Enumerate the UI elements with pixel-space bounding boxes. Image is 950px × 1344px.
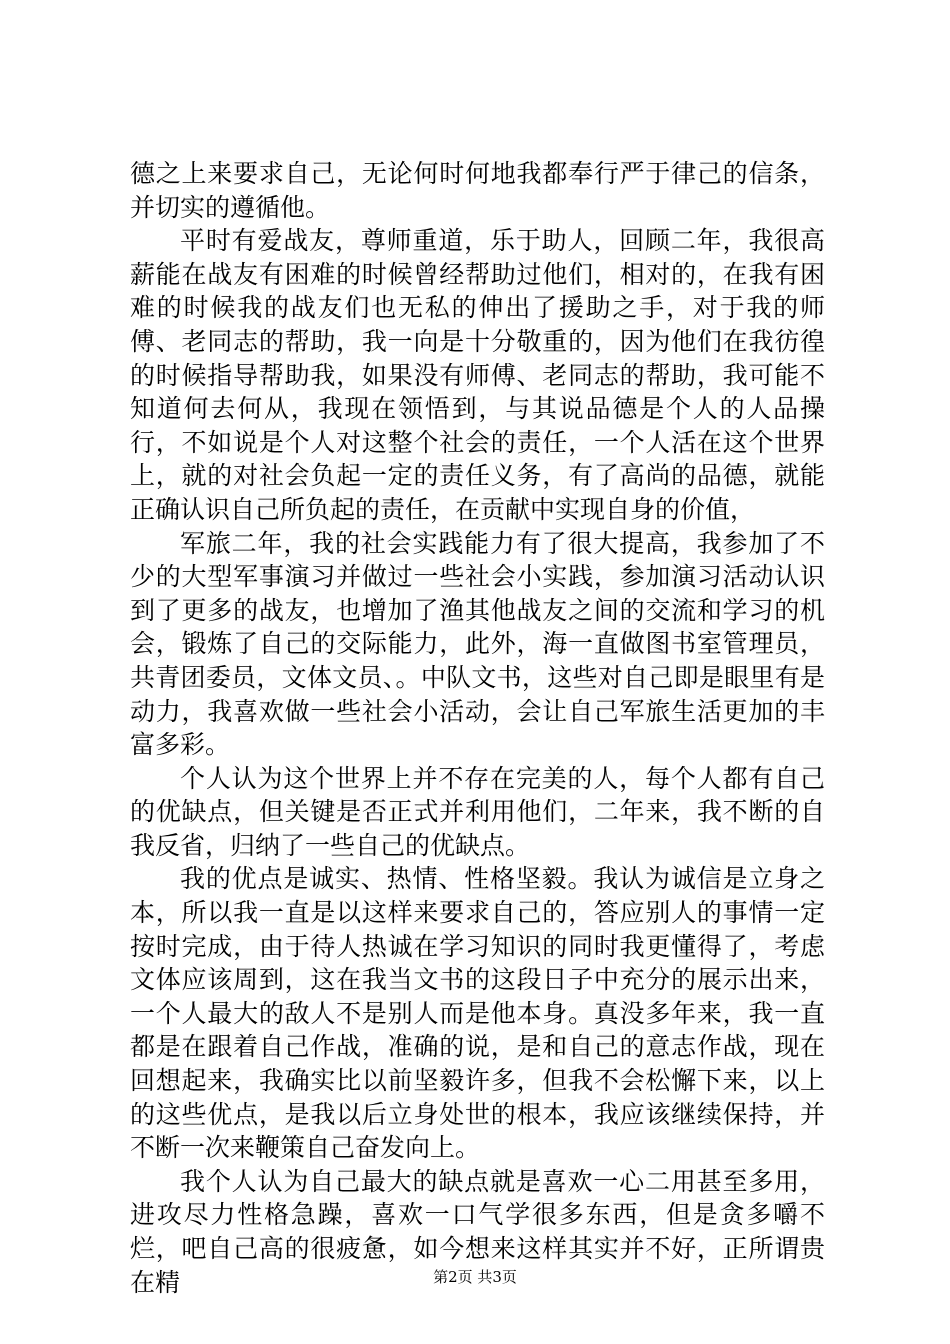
paragraph-6: 我个人认为自己最大的缺点就是喜欢一心二用甚至多用，进攻尽力性格急躁，喜欢一口气学很多东西，但是贪多嚼不烂，吧自己高的很疲惫，如今想来这样其实并不好，正所谓贵在精 (130, 1166, 825, 1297)
page-footer: 第2页 共3页 (433, 1268, 517, 1286)
paragraph-2: 平时有爱战友，尊师重道，乐于助人，回顾二年，我很高薪能在战友有困难的时候曾经帮助过他们，相对的，在我有困难的时候我的战友们也无私的伸出了援助之手，对于我的师傅、老同志的帮助，我一向是十分敬重的，因为他们在我彷徨的时候指导帮助我，如果没有师傅、老同志的帮助，我可能不知道何去何从，我现在领悟到，与其说品德是个人的人品操行，不如说是个人对这整个社会的责任，一个人活在这个世界上，就的对社会负起一定的责任义务，有了高尚的品德，就能正确认识自己所负起的责任，在贡献中实现自身的价值， (130, 226, 825, 524)
paragraph-4: 个人认为这个世界上并不存在完美的人，每个人都有自己的优缺点，但关键是否正式并利用他们，二年来，我不断的自我反省，归纳了一些自己的优缺点。 (130, 763, 825, 860)
document-body (130, 157, 825, 1299)
paragraph-3: 军旅二年，我的社会实践能力有了很大提高，我参加了不少的大型军事演习并做过一些社会小实践，参加演习活动认识到了更多的战友，也增加了渔其他战友之间的交流和学习的机会，锻炼了自己的交际能力，此外，海一直做图书室管理员，共青团委员，文体文员、。中队文书，这些对自己即是眼里有是动力，我喜欢做一些社会小活动，会让自己军旅生活更加的丰富多彩。 (130, 528, 825, 760)
paragraph-1: 德之上来要求自己，无论何时何地我都奉行严于律己的信条，并切实的遵循他。 (130, 159, 825, 222)
paragraph-5: 我的优点是诚实、热情、性格坚毅。我认为诚信是立身之本，所以我一直是以这样来要求自己的，答应别人的事情一定按时完成，由于待人热诚在学习知识的同时我更懂得了，考虑文体应该周到，这在我当文书的这段日子中充分的展示出来，一个人最大的敌人不是别人而是他本身。真没多年来，我一直都是在跟着自己作战，准确的说，是和自己的意志作战，现在回想起来，我确实比以前坚毅许多，但我不会松懈下来，以上的这些优点，是我以后立身处世的根本，我应该继续保持，并不断一次来鞭策自己奋发向上。 (130, 864, 825, 1163)
